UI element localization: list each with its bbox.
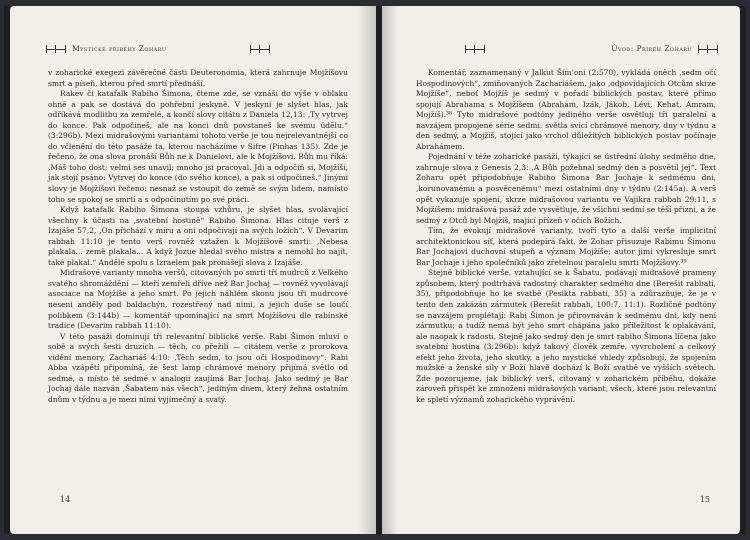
- ornament-icon: [465, 45, 485, 53]
- left-page: [10, 6, 376, 534]
- gutter-shadow: [382, 6, 398, 534]
- running-head-right: [465, 44, 718, 53]
- paragraph: v zoharické exegezi závěrečné části Deuteronomia, která zahrnuje Mojžíšovu smrt a píseň, kterou před smrtí přednáší.: [48, 68, 348, 88]
- paragraph: Pojednání v téže zoharické pasáži, týkající se ústřední úlohy sedmého dne, zahrnuje slova z Genesis 2,3: ‚A Bůh požehnal sedmý den a posvětil jej“. Text Zoharu opět připodobňuje Rabiho Šimona Bar Jochaje k sedmému dni, ‚korunovanému a posvěcenému“ mezi ostatními dny v týdnu (2:145a). A verš opět vykazuje spojení, skrze midrašovou variantu ve Vajikra rabbah 29:11, s Mojžíšem: midrašová pasáž zde vysvětluje, že všichni sedmí se těší přízni, a že sedmý z Otců byl Mojžíš, mající přízeň v očích Božích.: [416, 152, 716, 225]
- running-head-text: Úvod: Příběh Zoharu: [611, 44, 692, 53]
- paragraph: Stejně biblické verše, vztahující se k Šabatu, podávají midrašové prameny způsobem, který podtrhává radostný charakter sedmého dne (Berešit rabbati, 35), připodobňuje ho ke svatbě (Pesikta rabbati, 35) a zdůrazňuje, že je v tento den zakázán zármutek (Berešit rabbah, 100:7, 11:1). Rozličné podtóny se navzájem proplétají: Rabi Šimon je přirovnáván k sedmému dni, kdy není zármutku; a tudíž nemá být jeho smrt chápána jako příležitost k oplakávání, ale naopak k radosti. Stejně jako sedmý den je smrt rabiho Šimona líčena jako svatební hostina (3:296b): když takový člověk zemře, vyvrcholení a celkový efekt jeho života, jeho skutky, a jeho mystické vhledy způsobují, že spojením mužské a ženské síly v Boží hlavě dochází k Boží svatbě ve vyšších světech. Zde pozorujeme, jak biblický verš, citovaný v zoharickém příběhu, dokáže zároveň přispět ke zmnožení midrašových variant, všech, které jsou relevantní ke spletí významů zoharického vyprávění.: [416, 268, 716, 404]
- gutter-shadow: [358, 6, 376, 534]
- running-head-left: [46, 44, 270, 53]
- paragraph: Midrašové varianty mnoha veršů, citovaných po smrti tří mudrců z Velkého svatého shromáždění — kteří zemřeli dříve než Bar Jochaj — rovněž vyvolávají asociace na Mojžíše a jeho smrt. Po jejich náhlém skonu jsou tři mudrcové neseni anděly pod baldachýn, rozestřený nad nimi, a jejich duše se loučí polibkem (3:144b) — komentář upomínající na smrt Mojžíšovu dle rabínské tradice (Devarim rabbah 11:10).: [48, 268, 348, 331]
- paragraph: Komentář, zaznamenaný v Jalkut Šim’oni (2:570), vykládá oněch ‚sedm očí Hospodinových“, zmiňovaných Zachariášem, jako ‚odpovídajících Otcům skrze Mojžíše“, neboť Mojžíš je sedmý v pořadí biblických postav, které přímo spojují Abrahama s Mojžíšem (Abraham, Izák, Jákob, Lévi, Kehat, Amram, Mojžíš).³⁸ Tyto midrašové podtóny jediného verše osvětlují tři paralelní a navzájem propojené série sedmi: světla svící chrámové menory, dny v týdnu a den sedmý, a Mojžíš, stojící jako vrchol důležitých biblických postav počínaje Abrahámem.: [416, 68, 716, 151]
- ornament-icon: [250, 45, 270, 53]
- paragraph: Rakev či katafalk Rabiho Šimona, čteme zde, se vznáší do výše v oblaku ohně a pak se dostává do pohřební jeskyně. V jeskyni je slyšet hlas, jak odříkává modlitbu za zemřelé, a končí slovy citátu z Daniela 12,13: ‚Ty vytrvej do konce. Pak odpočineš, ale na konci dnů povstaneš ke svému údělu.“ (3:296b). Mezi midrašovými variantami tohoto verše je tou nejrelevantnější co do včlenění do této pasáže ta, kterou nacházíme v Sifre (Pinhas 135). Zde je řečeno, že ona slova pronáší Bůh ne k Danielovi, ale k Mojžíšovi. Bůh mu říká: ‚Máš toho dost; velmi ses unavil; mnoho jsi pracoval. Jdi a odpočiň si, Mojžíši, jak stojí psáno: Vytrvej do konce (do svého konce), a pak si odpočineš.“ Jinými slovy je Mojžíšovi řečeno: nesnaž se vstoupit do země se svým lidem, namísto toho se spokoj se smrtí a s odpočinutím po své práci.: [48, 89, 348, 204]
- left-body-text: [48, 68, 348, 406]
- paragraph: Když katafalk Rabiho Šimona stoupá vzhůru, je slyšet hlas, svolávající všechny k účasti na ‚svatební hostině“ Rabiho Šimona. Hlas cituje verš z Izajáše 57,2, ‚On přichází v míru a oni odpočívají na svých ložích“. V Devarim rabbah 11:10 je tento verš rovněž vztažen k Mojžíšově smrti: ‚Nebesa plakala... země plakala... A když Jozue hledal svého mistra a nemohl ho najít, také plakal.“ Andělé spolu s Izraelem pak pronášejí slova z Izajáše.: [48, 205, 348, 267]
- ornament-icon: [46, 45, 66, 53]
- page-number: 15: [699, 495, 710, 504]
- ornament-icon: [698, 45, 718, 53]
- right-page: [382, 6, 740, 534]
- paragraph: Tím, že evokují midrašové varianty, tvoří tyto a další verše implicitní architektonickou síť, která podepírá fakt, že Zohar přisuzuje Rabimu Šimonu Bar Jochajovi duchovní stupeň a význam Mojžíše; autor jimi vykresluje smrt Bar Jochaje i jeho společníků jako zřetelnou paralelu smrti Mojžíšovy.³⁹: [416, 226, 716, 267]
- page-number: 14: [60, 495, 71, 504]
- book-spread: [4, 6, 746, 534]
- running-head-text: Mystické příběhy Zoharu: [72, 44, 167, 53]
- right-body-text: [416, 68, 716, 406]
- paragraph: V této pasáži dominují tři relevantní biblické verše. Rabi Šimon mluví o sobě a svých šesti druzích — těch, co přežili — citátem verše z prorokova vidění menory, Zachariáš 4:10: ‚Těch sedm, to jsou oči Hospodinovy“. Rabi Abba vzápětí připomíná, že šest lamp chrámové menory přijímá světlo od sedmé, a místo té sedmé v analogii zaujímá Bar Jochaj. Jako sedmý je Bar Jochaj dále nazván ‚Šabatem nás všech“, jediným dnem, který žehná ostatním dnům v týdnu a je mezi nimi vyjímečný a svatý.: [48, 331, 348, 404]
